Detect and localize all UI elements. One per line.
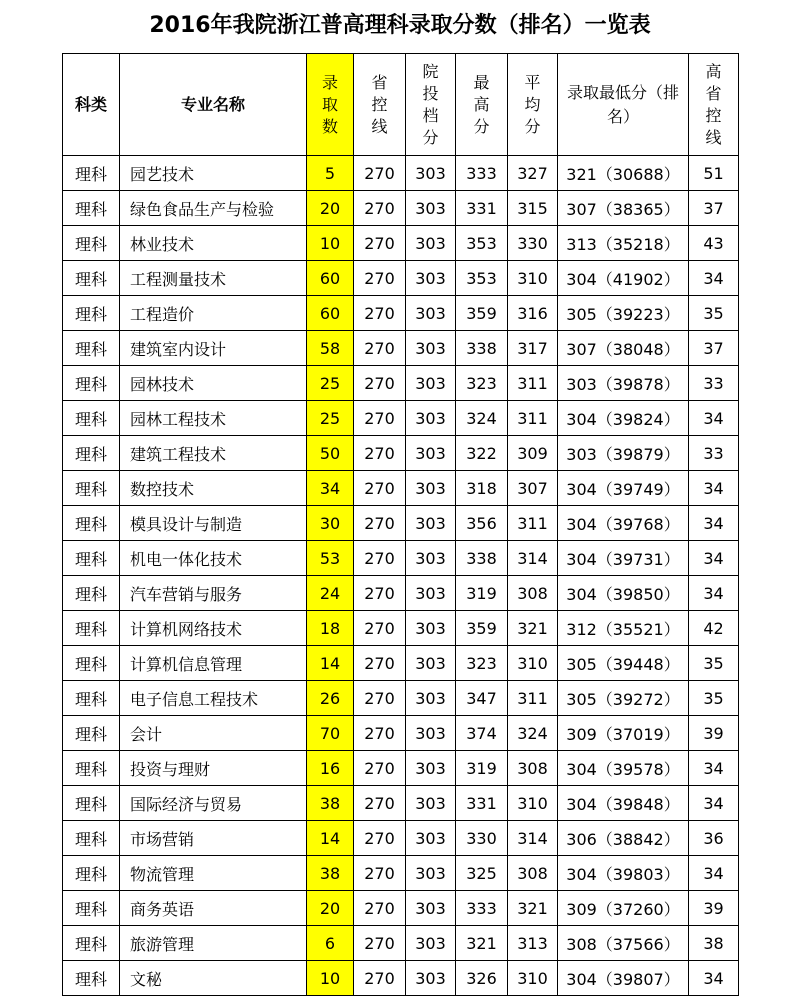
cell-above-line: 43 [689,226,739,261]
table-row [63,926,739,961]
cell-lowest-rank: 305（39448） [558,646,689,681]
cell-provincial-line: 270 [354,331,406,366]
cell-major: 数控技术 [120,471,307,506]
cell-admitted: 14 [307,646,354,681]
cell-above-line: 34 [689,751,739,786]
cell-lowest-rank: 307（38048） [558,331,689,366]
cell-lowest-rank: 303（39878） [558,366,689,401]
cell-above-line: 39 [689,891,739,926]
table-row [63,471,739,506]
cell-major: 会计 [120,716,307,751]
cell-average: 313 [508,926,558,961]
cell-provincial-line: 270 [354,156,406,191]
cell-admitted: 10 [307,226,354,261]
table-row [63,156,739,191]
cell-major: 工程造价 [120,296,307,331]
cell-category: 理科 [63,786,120,821]
table-row [63,261,739,296]
cell-category: 理科 [63,541,120,576]
cell-lowest-rank: 305（39272） [558,681,689,716]
cell-lowest-rank: 303（39879） [558,436,689,471]
cell-provincial-line: 270 [354,296,406,331]
cell-major: 建筑工程技术 [120,436,307,471]
cell-highest: 333 [456,156,508,191]
cell-provincial-line: 270 [354,226,406,261]
cell-above-line: 34 [689,856,739,891]
cell-college-line: 303 [406,611,456,646]
cell-highest: 319 [456,576,508,611]
cell-major: 汽车营销与服务 [120,576,307,611]
header-admitted [307,54,354,156]
cell-lowest-rank: 312（35521） [558,611,689,646]
cell-above-line: 34 [689,961,739,996]
cell-provincial-line: 270 [354,611,406,646]
cell-admitted: 38 [307,786,354,821]
cell-provincial-line: 270 [354,261,406,296]
table-row [63,226,739,261]
cell-major: 国际经济与贸易 [120,786,307,821]
cell-lowest-rank: 309（37019） [558,716,689,751]
cell-category: 理科 [63,961,120,996]
cell-highest: 374 [456,716,508,751]
cell-admitted: 60 [307,261,354,296]
cell-category: 理科 [63,436,120,471]
cell-college-line: 303 [406,786,456,821]
cell-category: 理科 [63,576,120,611]
cell-above-line: 34 [689,261,739,296]
cell-category: 理科 [63,261,120,296]
cell-category: 理科 [63,856,120,891]
admission-table [62,53,739,996]
cell-admitted: 53 [307,541,354,576]
cell-above-line: 33 [689,366,739,401]
cell-college-line: 303 [406,506,456,541]
cell-category: 理科 [63,926,120,961]
cell-highest: 323 [456,366,508,401]
cell-college-line: 303 [406,541,456,576]
cell-admitted: 24 [307,576,354,611]
table-row [63,856,739,891]
cell-above-line: 34 [689,471,739,506]
cell-above-line: 35 [689,646,739,681]
table-row [63,961,739,996]
cell-lowest-rank: 307（38365） [558,191,689,226]
cell-major: 电子信息工程技术 [120,681,307,716]
cell-college-line: 303 [406,191,456,226]
cell-highest: 347 [456,681,508,716]
cell-lowest-rank: 305（39223） [558,296,689,331]
header-admitted-label: 录取数 [322,72,339,136]
cell-college-line: 303 [406,226,456,261]
cell-average: 317 [508,331,558,366]
cell-college-line: 303 [406,296,456,331]
cell-college-line: 303 [406,646,456,681]
cell-above-line: 37 [689,191,739,226]
cell-category: 理科 [63,296,120,331]
cell-major: 文秘 [120,961,307,996]
cell-admitted: 60 [307,296,354,331]
cell-category: 理科 [63,471,120,506]
cell-above-line: 42 [689,611,739,646]
header-category: 科类 [63,54,120,156]
cell-lowest-rank: 304（39824） [558,401,689,436]
cell-college-line: 303 [406,261,456,296]
cell-lowest-rank: 304（39807） [558,961,689,996]
cell-major: 园林技术 [120,366,307,401]
cell-average: 310 [508,261,558,296]
cell-average: 314 [508,821,558,856]
cell-average: 308 [508,856,558,891]
cell-average: 316 [508,296,558,331]
cell-admitted: 14 [307,821,354,856]
cell-college-line: 303 [406,436,456,471]
table-row [63,401,739,436]
cell-provincial-line: 270 [354,506,406,541]
cell-average: 307 [508,471,558,506]
cell-provincial-line: 270 [354,401,406,436]
cell-major: 旅游管理 [120,926,307,961]
cell-highest: 330 [456,821,508,856]
cell-highest: 318 [456,471,508,506]
header-college-line-label: 院投档分 [422,61,439,147]
cell-category: 理科 [63,366,120,401]
cell-highest: 356 [456,506,508,541]
table-row [63,681,739,716]
cell-lowest-rank: 304（39768） [558,506,689,541]
cell-category: 理科 [63,331,120,366]
cell-college-line: 303 [406,961,456,996]
cell-lowest-rank: 309（37260） [558,891,689,926]
cell-college-line: 303 [406,891,456,926]
cell-category: 理科 [63,191,120,226]
cell-admitted: 34 [307,471,354,506]
cell-highest: 338 [456,331,508,366]
cell-major: 林业技术 [120,226,307,261]
cell-highest: 359 [456,611,508,646]
cell-highest: 325 [456,856,508,891]
cell-above-line: 34 [689,506,739,541]
cell-category: 理科 [63,821,120,856]
cell-highest: 359 [456,296,508,331]
cell-highest: 324 [456,401,508,436]
cell-category: 理科 [63,506,120,541]
cell-highest: 353 [456,226,508,261]
table-row [63,786,739,821]
cell-college-line: 303 [406,366,456,401]
cell-major: 园艺技术 [120,156,307,191]
cell-category: 理科 [63,226,120,261]
header-average-label: 平均分 [524,72,541,136]
cell-above-line: 38 [689,926,739,961]
cell-admitted: 26 [307,681,354,716]
cell-average: 321 [508,611,558,646]
cell-major: 物流管理 [120,856,307,891]
cell-college-line: 303 [406,926,456,961]
cell-average: 315 [508,191,558,226]
header-row [63,54,739,156]
cell-provincial-line: 270 [354,471,406,506]
header-lowest-rank: 录取最低分（排名） [558,54,689,156]
cell-major: 机电一体化技术 [120,541,307,576]
table-row [63,611,739,646]
cell-admitted: 5 [307,156,354,191]
cell-provincial-line: 270 [354,191,406,226]
cell-category: 理科 [63,611,120,646]
cell-provincial-line: 270 [354,681,406,716]
cell-lowest-rank: 304（39848） [558,786,689,821]
cell-provincial-line: 270 [354,786,406,821]
cell-admitted: 16 [307,751,354,786]
header-highest [456,54,508,156]
cell-above-line: 34 [689,401,739,436]
cell-highest: 321 [456,926,508,961]
cell-major: 园林工程技术 [120,401,307,436]
page-title: 2016年我院浙江普高理科录取分数（排名）一览表 [149,13,651,38]
cell-average: 327 [508,156,558,191]
cell-above-line: 35 [689,681,739,716]
cell-admitted: 58 [307,331,354,366]
cell-above-line: 39 [689,716,739,751]
cell-above-line: 35 [689,296,739,331]
cell-major: 工程测量技术 [120,261,307,296]
cell-average: 308 [508,576,558,611]
table-row [63,891,739,926]
cell-category: 理科 [63,716,120,751]
cell-college-line: 303 [406,716,456,751]
cell-admitted: 20 [307,191,354,226]
cell-lowest-rank: 304（39578） [558,751,689,786]
cell-major: 投资与理财 [120,751,307,786]
cell-admitted: 6 [307,926,354,961]
header-major: 专业名称 [120,54,307,156]
cell-highest: 331 [456,191,508,226]
table-row [63,296,739,331]
cell-major: 计算机网络技术 [120,611,307,646]
cell-major: 绿色食品生产与检验 [120,191,307,226]
cell-above-line: 34 [689,541,739,576]
cell-lowest-rank: 308（37566） [558,926,689,961]
table-row [63,541,739,576]
cell-lowest-rank: 304（39731） [558,541,689,576]
cell-category: 理科 [63,751,120,786]
table-row [63,191,739,226]
cell-above-line: 36 [689,821,739,856]
cell-average: 311 [508,366,558,401]
cell-category: 理科 [63,891,120,926]
header-above-line-label: 高省控线 [705,61,722,147]
cell-major: 建筑室内设计 [120,331,307,366]
cell-lowest-rank: 313（35218） [558,226,689,261]
cell-admitted: 25 [307,401,354,436]
cell-admitted: 20 [307,891,354,926]
cell-highest: 338 [456,541,508,576]
cell-above-line: 33 [689,436,739,471]
cell-provincial-line: 270 [354,856,406,891]
cell-provincial-line: 270 [354,716,406,751]
cell-provincial-line: 270 [354,961,406,996]
cell-college-line: 303 [406,856,456,891]
cell-admitted: 70 [307,716,354,751]
cell-provincial-line: 270 [354,821,406,856]
table-row [63,646,739,681]
cell-average: 324 [508,716,558,751]
cell-college-line: 303 [406,681,456,716]
table-row [63,821,739,856]
table-row [63,331,739,366]
cell-above-line: 34 [689,576,739,611]
cell-college-line: 303 [406,471,456,506]
cell-admitted: 18 [307,611,354,646]
cell-average: 309 [508,436,558,471]
header-above-line [689,54,739,156]
cell-major: 市场营销 [120,821,307,856]
cell-highest: 319 [456,751,508,786]
table-row [63,576,739,611]
cell-college-line: 303 [406,401,456,436]
cell-average: 311 [508,681,558,716]
cell-provincial-line: 270 [354,541,406,576]
cell-major: 模具设计与制造 [120,506,307,541]
cell-lowest-rank: 304（39749） [558,471,689,506]
cell-category: 理科 [63,401,120,436]
cell-category: 理科 [63,156,120,191]
cell-above-line: 51 [689,156,739,191]
cell-highest: 353 [456,261,508,296]
cell-provincial-line: 270 [354,366,406,401]
table-row [63,506,739,541]
cell-highest: 331 [456,786,508,821]
table-row [63,716,739,751]
header-provincial-line [354,54,406,156]
cell-provincial-line: 270 [354,926,406,961]
cell-provincial-line: 270 [354,891,406,926]
cell-admitted: 25 [307,366,354,401]
header-average [508,54,558,156]
cell-average: 311 [508,401,558,436]
cell-average: 321 [508,891,558,926]
cell-lowest-rank: 304（41902） [558,261,689,296]
cell-provincial-line: 270 [354,646,406,681]
cell-average: 310 [508,786,558,821]
cell-above-line: 37 [689,331,739,366]
cell-average: 310 [508,961,558,996]
cell-provincial-line: 270 [354,751,406,786]
cell-admitted: 10 [307,961,354,996]
cell-lowest-rank: 306（38842） [558,821,689,856]
cell-average: 311 [508,506,558,541]
cell-average: 314 [508,541,558,576]
cell-provincial-line: 270 [354,576,406,611]
cell-lowest-rank: 321（30688） [558,156,689,191]
cell-average: 310 [508,646,558,681]
cell-lowest-rank: 304（39850） [558,576,689,611]
cell-major: 商务英语 [120,891,307,926]
cell-major: 计算机信息管理 [120,646,307,681]
cell-highest: 323 [456,646,508,681]
cell-admitted: 50 [307,436,354,471]
cell-college-line: 303 [406,331,456,366]
header-provincial-line-label: 省控线 [371,72,388,136]
table-row [63,366,739,401]
table-row [63,751,739,786]
cell-average: 330 [508,226,558,261]
cell-category: 理科 [63,681,120,716]
cell-college-line: 303 [406,751,456,786]
cell-college-line: 303 [406,576,456,611]
table-body [63,156,739,996]
cell-highest: 322 [456,436,508,471]
header-highest-label: 最高分 [473,72,490,136]
cell-category: 理科 [63,646,120,681]
cell-college-line: 303 [406,821,456,856]
table-row [63,436,739,471]
cell-lowest-rank: 304（39803） [558,856,689,891]
cell-admitted: 38 [307,856,354,891]
cell-college-line: 303 [406,156,456,191]
cell-average: 308 [508,751,558,786]
cell-admitted: 30 [307,506,354,541]
cell-provincial-line: 270 [354,436,406,471]
cell-highest: 333 [456,891,508,926]
cell-highest: 326 [456,961,508,996]
cell-above-line: 34 [689,786,739,821]
header-college-line [406,54,456,156]
